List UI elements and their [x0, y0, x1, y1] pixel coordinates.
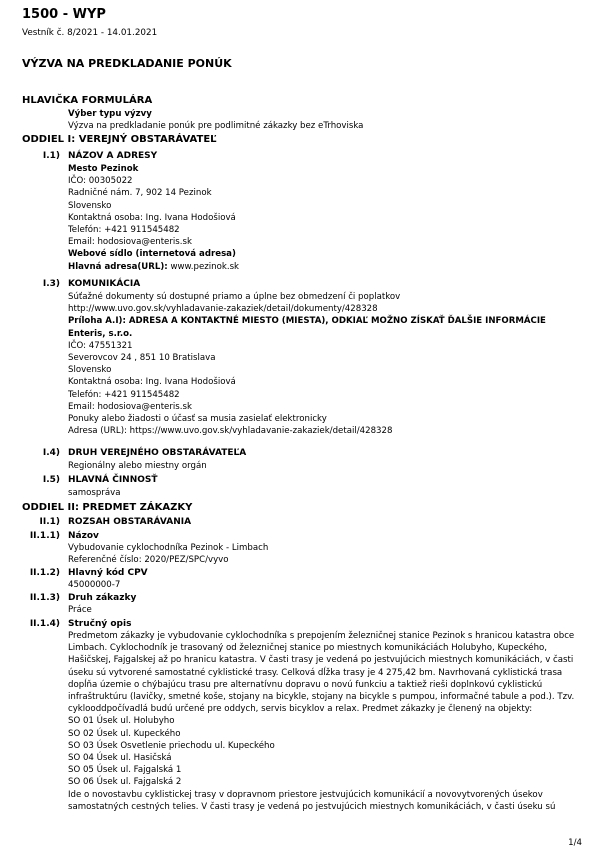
submission-note: Ponuky alebo žiadosti o účasť sa musia zasielať elektronicky	[68, 414, 327, 425]
section-i4-number: I.4)	[42, 448, 60, 458]
call-type-label: Výber typu výzvy	[68, 109, 152, 119]
authority-street: Radničné nám. 7, 902 14 Pezinok	[68, 188, 212, 199]
object-item: SO 04 Úsek ul. Hasičská	[68, 753, 172, 764]
authority-country: Slovensko	[68, 200, 112, 211]
section-i3-number: I.3)	[42, 279, 60, 289]
section-i3-body	[68, 291, 583, 437]
vestnik-info: Vestník č. 8/2021 - 14.01.2021	[22, 28, 158, 38]
contact-phone: Telefón: +421 911545482	[68, 389, 180, 400]
section-ii1-number: II.1)	[39, 517, 60, 527]
authority-name: Mesto Pezinok	[68, 164, 139, 174]
section-ii13-title: Druh zákazky	[68, 593, 137, 603]
authority-contact: Kontaktná osoba: Ing. Ivana Hodošiová	[68, 212, 236, 223]
authority-email: Email: hodosiova@enteris.sk	[68, 237, 192, 248]
contact-ico: IČO: 47551321	[68, 340, 133, 351]
page-number: 1/4	[568, 838, 582, 848]
reference-number: Referenčné číslo: 2020/PEZ/SPC/vyvo	[68, 555, 229, 566]
section-i5-number: I.5)	[42, 475, 60, 485]
object-item: SO 02 Úsek ul. Kupeckého	[68, 728, 181, 739]
section-i1-title: NÁZOV A ADRESY	[68, 151, 158, 161]
section-ii12-number: II.1.2)	[29, 568, 60, 578]
section-ii14-title: Stručný opis	[68, 619, 132, 629]
submission-url[interactable]: Adresa (URL): https://www.uvo.gov.sk/vyhladavanie-zakaziek/detail/428328	[68, 426, 393, 437]
contract-name: Vybudovanie cyklochodníka Pezinok - Limbach	[68, 543, 269, 553]
section-i1-number: I.1)	[42, 151, 60, 161]
object-item: SO 01 Úsek ul. Holubyho	[68, 716, 175, 727]
object-item: SO 03 Úsek Osvetlenie priechodu ul. Kupeckého	[68, 740, 275, 751]
cpv-code: 45000000-7	[68, 580, 121, 590]
docs-url[interactable]: http://www.uvo.gov.sk/vyhladavanie-zakaziek/detail/dokumenty/428328	[68, 304, 378, 315]
contact-country: Slovensko	[68, 365, 112, 376]
section-i5-title: HLAVNÁ ČINNOSŤ	[68, 475, 158, 485]
contact-street: Severovcov 24 , 851 10 Bratislava	[68, 353, 216, 364]
description-paragraph: Predmetom zákazky je vybudovanie cyklochodníka s prepojením železničnej stanice Pezinok s hranicou katastra obce Limbach. Cyklochodník je trasovaný od železničnej stanice po miestnych komunikáciách Holubyho, Kupeckého, Hašičskej, Fajgalskej až po hranicu katastra. V časti trasy je vedená po jestvujúcich miestnych komunikáciách, v časti úseku sú vytvorené samostatné cyklistické trasy. Celková dĺžka trasy je 4 275,42 bm. Navrhovaná cyklistická trasa dopĺňa územie o chýbajúcu trasu pre alternatívnu dopravu o novú funkciu a taktiež rieši doplnkovú cyklistickú infraštruktúru (lavičky, smetné koše, stojany na bicykle, stojany na bicykle s pumpou, informačné tabule a pod.). Tzv. cyklooddpočívadlá budú určené pre oddych, servis bicyklov a relax. Predmet zákazky je členený na objekty:	[68, 631, 575, 715]
authority-type: Regionálny alebo miestny orgán	[68, 461, 207, 471]
section-1-title: ODDIEL I: VEREJNÝ OBSTARÁVATEĽ	[22, 134, 217, 145]
section-ii11-body	[68, 542, 583, 566]
docs-access: Súťažné dokumenty sú dostupné priamo a úplne bez obmedzení či poplatkov	[68, 292, 401, 302]
contact-email: Email: hodosiova@enteris.sk	[68, 401, 192, 412]
main-address-url[interactable]: www.pezinok.sk	[167, 261, 240, 272]
section-ii1-title: ROZSAH OBSTARÁVANIA	[68, 517, 192, 527]
main-activity: samospráva	[68, 488, 121, 498]
object-item: SO 05 Úsek ul. Fajgalská 1	[68, 765, 182, 776]
section-ii12-title: Hlavný kód CPV	[68, 568, 148, 578]
call-type-value: Výzva na predkladanie ponúk pre podlimitné zákazky bez eTrhoviska	[68, 121, 364, 131]
website-label: Webové sídlo (internetová adresa)	[68, 249, 236, 260]
section-ii14-body	[68, 630, 580, 813]
contact-org-name: Enteris, s.r.o.	[68, 328, 133, 339]
contact-person: Kontaktná osoba: Ing. Ivana Hodošiová	[68, 377, 236, 388]
form-header-title: HLAVIČKA FORMULÁRA	[22, 95, 153, 106]
document-number: 1500 - WYP	[22, 7, 106, 22]
section-ii11-title: Názov	[68, 531, 99, 541]
contract-type: Práce	[68, 605, 92, 615]
description-paragraph-2: Ide o novostavbu cyklistickej trasy v dopravnom priestore jestvujúcich komunikácií a novovytvorených úsekov samostatných cestných telies. V časti trasy je vedená po jestvujúcich miestnych komunikáciách, v časti úseku sú	[68, 789, 556, 812]
section-i4-title: DRUH VEREJNÉHO OBSTARÁVATEĽA	[68, 448, 247, 458]
authority-phone: Telefón: +421 911545482	[68, 225, 180, 236]
section-ii11-number: II.1.1)	[29, 531, 60, 541]
section-ii13-number: II.1.3)	[29, 593, 60, 603]
main-address-label: Hlavná adresa(URL):	[68, 261, 168, 272]
annex-a1-title: Príloha A.I): ADRESA A KONTAKTNÉ MIESTO (MIESTA), ODKIAĽ MOŽNO ZÍSKAŤ ĎALŠIE INFORMÁCIE	[68, 316, 546, 327]
object-item: SO 06 Úsek ul. Fajgalská 2	[68, 777, 182, 788]
section-2-title: ODDIEL II: PREDMET ZÁKAZKY	[22, 502, 193, 513]
authority-ico: IČO: 00305022	[68, 176, 133, 187]
section-i3-title: KOMUNIKÁCIA	[68, 279, 141, 289]
document-title: VÝZVA NA PREDKLADANIE PONÚK	[22, 57, 232, 70]
section-i1-body	[68, 163, 583, 273]
section-ii14-number: II.1.4)	[29, 619, 60, 629]
